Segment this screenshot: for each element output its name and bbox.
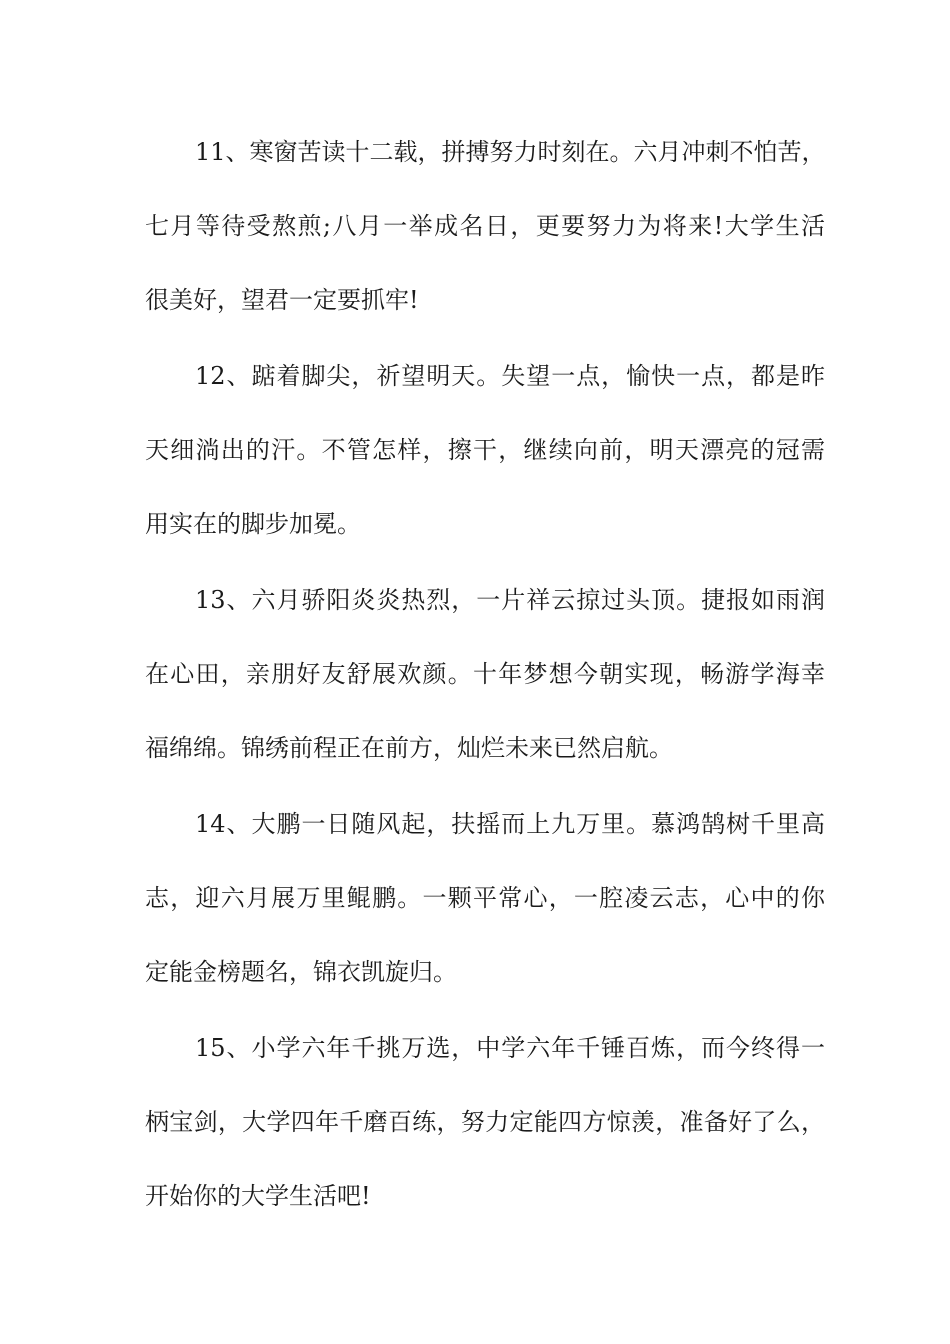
- text-line: 开始你的大学生活吧!: [145, 1182, 371, 1210]
- text-line: 福绵绵。锦绣前程正在前方，灿烂未来已然启航。: [145, 734, 673, 762]
- text-line: 很美好，望君一定要抓牢!: [145, 286, 419, 314]
- text-line: 在心田，亲朋好友舒展欢颜。十年梦想今朝实现，畅游学海幸: [145, 660, 825, 688]
- text-line: 天细淌出的汗。不管怎样，擦干，继续向前，明天漂亮的冠需: [145, 436, 825, 464]
- text-line: 11、寒窗苦读十二载，拼搏努力时刻在。六月冲刺不怕苦，: [195, 138, 826, 166]
- text-line: 15、小学六年千挑万选，中学六年千锤百炼，而今终得一: [195, 1034, 825, 1062]
- text-line: 柄宝剑，大学四年千磨百练，努力定能四方惊羡，准备好了么，: [145, 1108, 825, 1136]
- text-line: 13、六月骄阳炎炎热烈，一片祥云掠过头顶。捷报如雨润: [195, 586, 825, 614]
- text-line: 七月等待受熬煎;八月一举成名日，更要努力为将来!大学生活: [145, 212, 825, 240]
- text-line: 用实在的脚步加冕。: [145, 510, 361, 538]
- text-line: 14、大鹏一日随风起，扶摇而上九万里。慕鸿鹄树千里高: [195, 810, 825, 838]
- text-line: 定能金榜题名，锦衣凯旋归。: [145, 958, 457, 986]
- text-line: 志，迎六月展万里鲲鹏。一颗平常心，一腔凌云志，心中的你: [145, 884, 825, 912]
- text-line: 12、踮着脚尖，祈望明天。失望一点，愉快一点，都是昨: [195, 362, 825, 390]
